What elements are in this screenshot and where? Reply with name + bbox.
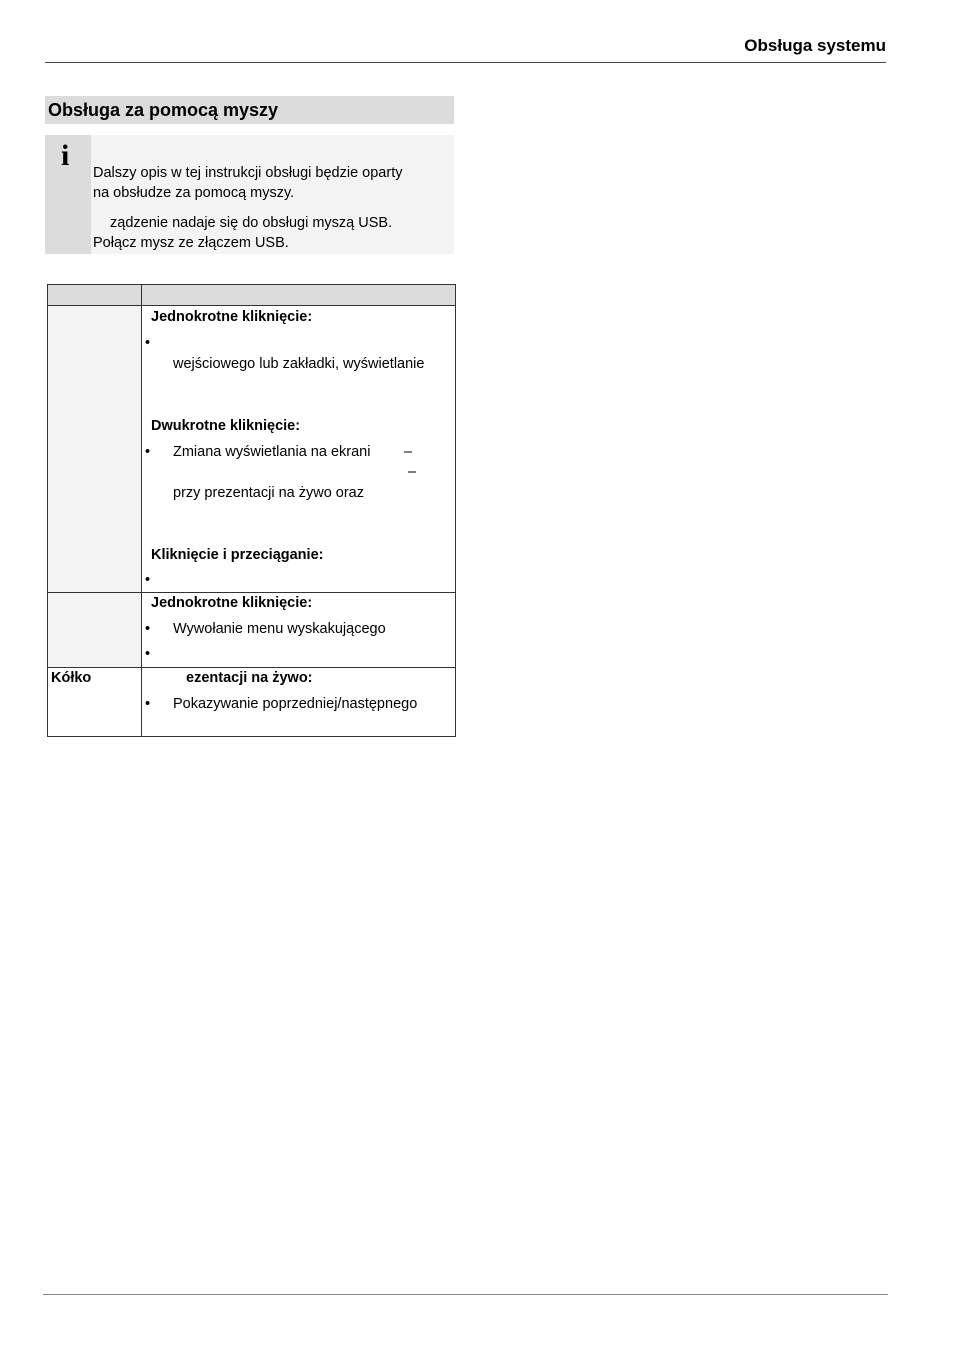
row-content-right-button	[142, 593, 456, 668]
bullet-icon: •	[145, 572, 151, 588]
bullet-text: wejściowego lub zakładki, wyświetlanie	[173, 356, 425, 372]
bullet-icon: •	[145, 444, 151, 460]
live-view-title: ezentacji na żywo:	[186, 670, 313, 686]
table-header-row	[48, 285, 456, 306]
note-line: Połącz mysz ze złączem USB.	[93, 235, 289, 251]
header-divider	[45, 62, 886, 63]
row-content-wheel	[142, 668, 456, 737]
note-line: ządzenie nadaje się do obsługi myszą USB.	[110, 215, 393, 231]
note-line: Dalszy opis w tej instrukcji obsługi będzie oparty	[93, 165, 403, 181]
single-click-title: Jednokrotne kliknięcie:	[151, 309, 313, 325]
table-row	[48, 593, 456, 668]
footer-divider	[43, 1294, 888, 1295]
double-click-title: Dwukrotne kliknięcie:	[151, 418, 301, 434]
table-row	[48, 306, 456, 593]
row-label-left-button	[48, 306, 142, 593]
bullet-text: przy prezentacji na żywo oraz	[173, 485, 364, 501]
bullet-icon: •	[145, 335, 151, 351]
table-header-cell	[142, 285, 456, 306]
bullet-text: Zmiana wyświetlania na ekrani	[173, 444, 371, 460]
wheel-label: Kółko	[51, 670, 92, 686]
info-note	[45, 135, 454, 254]
bullet-icon: •	[145, 696, 151, 712]
bullet-icon: •	[145, 621, 151, 637]
bullet-icon: •	[145, 646, 151, 662]
row-label-right-button	[48, 593, 142, 668]
section-heading: Obsługa za pomocą myszy	[45, 96, 454, 124]
drag-title: Kliknięcie i przeciąganie:	[151, 547, 324, 563]
info-icon: i	[61, 139, 70, 172]
single-click-title: Jednokrotne kliknięcie:	[151, 595, 313, 611]
note-icon-column	[45, 135, 91, 254]
mouse-controls-table	[47, 284, 456, 737]
note-paragraph-1	[93, 163, 448, 203]
note-line: na obsłudze za pomocą myszy.	[93, 185, 295, 201]
row-label-wheel	[48, 668, 142, 737]
table-row	[48, 668, 456, 737]
dash-mark: –	[404, 444, 413, 460]
table-header-cell	[48, 285, 142, 306]
bullet-text: Wywołanie menu wyskakującego	[173, 621, 386, 637]
row-content-left-button	[142, 306, 456, 593]
dash-mark: –	[408, 464, 417, 480]
page-header-title: Obsługa systemu	[744, 36, 886, 55]
note-paragraph-2	[93, 213, 448, 253]
bullet-text: Pokazywanie poprzedniej/następnego	[173, 696, 418, 712]
